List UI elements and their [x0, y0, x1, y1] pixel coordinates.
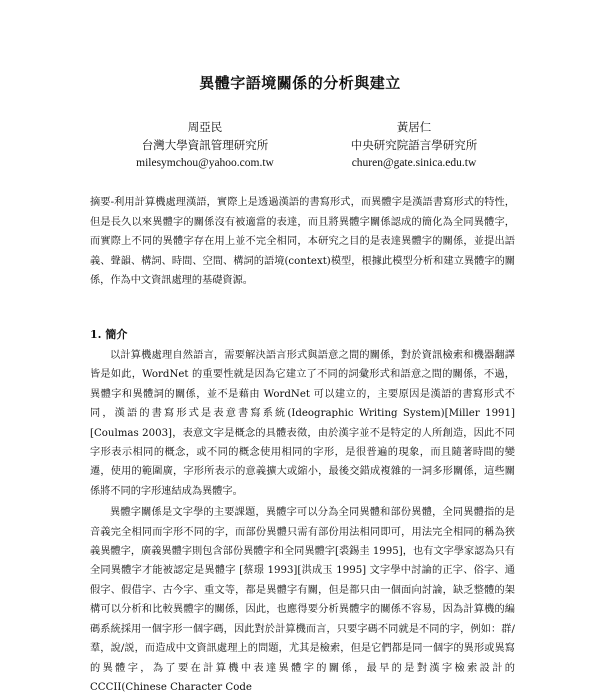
author-block-2 [304, 118, 524, 172]
paragraph: 異體字關係是文字學的主要課題，異體字可以分為全同異體和部份異體，全同異體指的是音義完全相同而字形不同的字，而部份異體只需有部份用法相同即可，用法完全相同的稱為狹義異體字，廣義異體字則包含部份異體字和全同異體字[裘錫圭 1995]，也有文字學家認為只有全同異體字才能被認定是異體字 [蔡璟 1993][洪成玉 1995] 文字學中討論的正字、俗字、通假字、假借字、古今字、重文等，都是異體字有關，但是都只由一個面向討論，缺乏整體的架構可以分析和比較異體字的關係，因此，也應得要分析異體字的關係不容易，因為計算機的編碼系統採用一個字形一個字碼，因此對於計算機而言，只要字碼不同就是不同的字，例如：群∕羣，說∕説，而造成中文資訊處理上的問題，尤其是檢索，但是它們都是同一個字的異形或異寫的異體字，為了要在計算機中表達異體字的關係，最早的是對漢字檢索設計的 CCCII(Chinese Character Code [90, 507, 515, 693]
paper-title: 異體字語境關係的分析與建立 [199, 74, 401, 92]
body-text [90, 346, 515, 697]
paragraph: 以計算機處理自然語言，需要解決語言形式與語意之間的關係，對於資訊檢索和機器翻譯皆是如此，WordNet 的重要性就是因為它建立了不同的詞彙形式和語意之間的關係，不過，異體字和異體詞的關係，並不是藉由 WordNet 可以建立的，主要原因是漢語的書寫形式不同，漢語的書寫形式是表意書寫系統(Ideographic Writing System)[Miller 1991][Coulmas 2003]，表意文字是概念的具體表徵，由於漢字並不是特定的人所創造，因此不同字形表示相同的概念，或不同的概念使用相同的字形，是很普遍的現象，而且隨著時間的變遷，使用的範圍廣，字形所表示的意義擴大或縮小，最後交錯成複雜的一詞多形關係，這些關係將不同的字形連結成為異體字。 [90, 350, 515, 497]
author-name: 黃居仁 [396, 120, 432, 134]
section-heading: 1. 簡介 [90, 328, 128, 341]
author-email: milesymchou@yahoo.com.tw [136, 157, 274, 169]
abstract: 摘要-利用計算機處理漢語，實際上是透過漢語的書寫形式，而異體字是漢語書寫形式的特性，但是長久以來異體字的關係沒有被適當的表達，而且將異體字關係認成的簡化為全同異體字，而實際上不同的異體字存在用上並不完全相同，本研究之目的是表達異體字的關係，並提出語義、聲韻、構詞、時間、空間、構詞的語境(context)模型，根據此模型分析和建立異體字的關係，作為中文資訊處理的基礎資源。 [90, 197, 515, 287]
author-name: 周亞民 [187, 120, 223, 134]
author-affiliation: 台灣大學資訊管理研究所 [141, 138, 269, 152]
author-email: churen@gate.sinica.edu.tw [351, 157, 477, 169]
author-affiliation: 中央研究院語言學研究所 [350, 138, 478, 152]
author-block-1 [95, 118, 315, 172]
